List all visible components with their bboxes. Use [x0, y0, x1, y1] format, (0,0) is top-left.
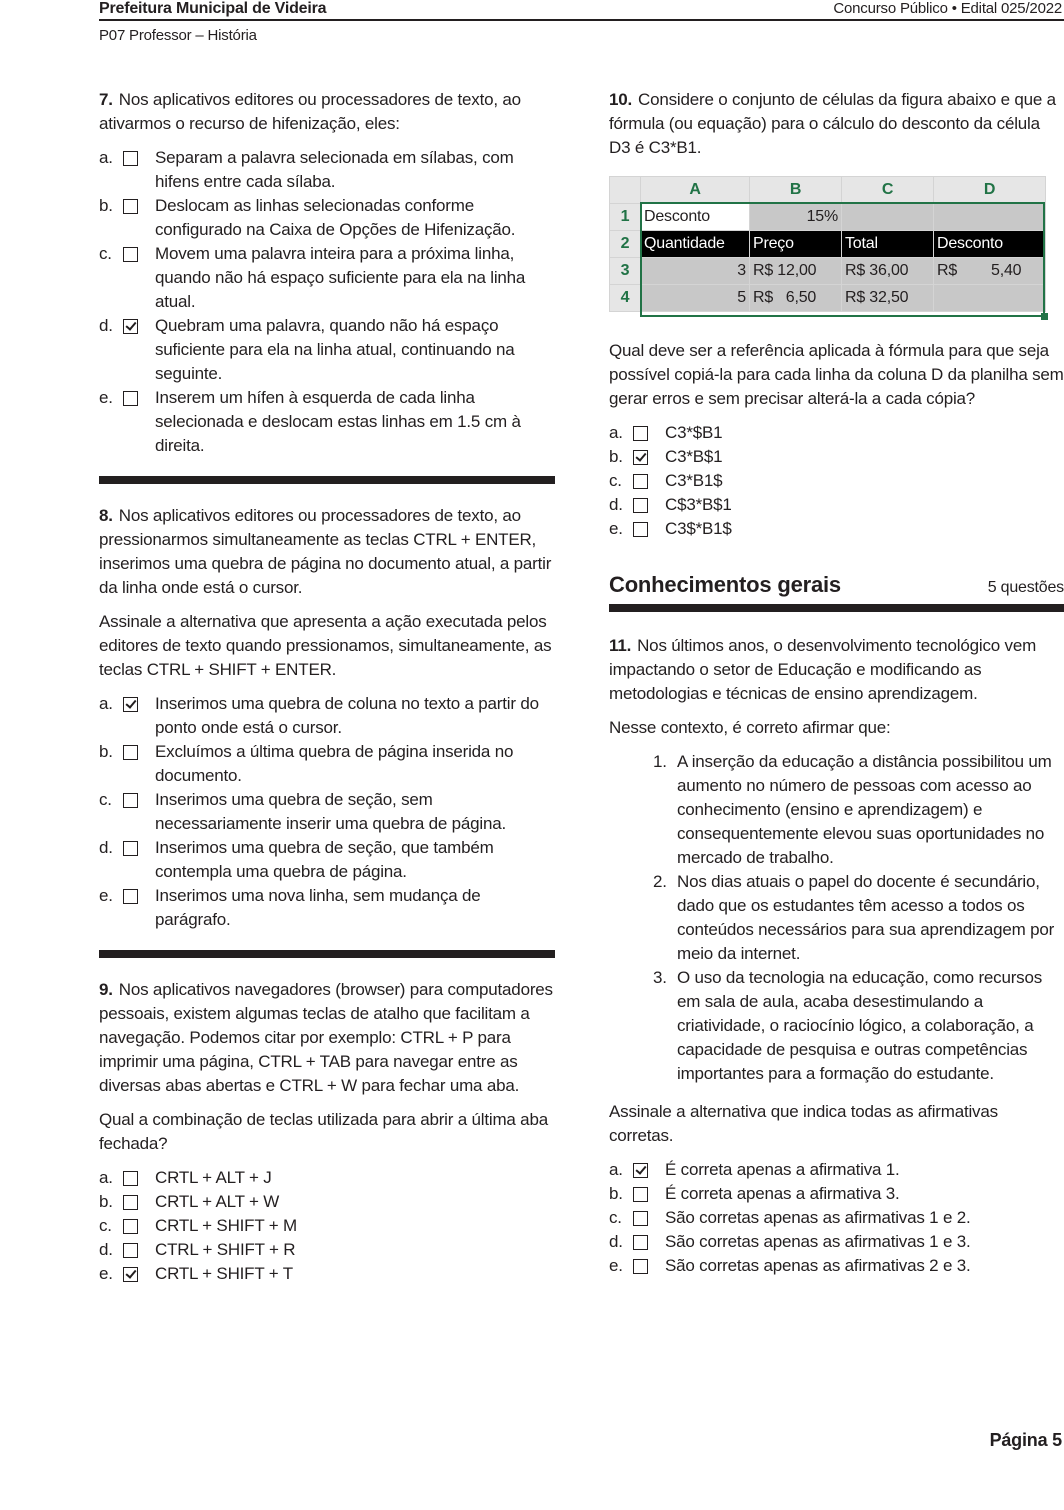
cell: R$ 5,40 [934, 258, 1046, 285]
checkbox-icon[interactable] [123, 247, 138, 262]
question-number: 10. [609, 90, 633, 109]
cell [842, 204, 934, 231]
divider [99, 476, 555, 484]
checkbox-icon[interactable] [123, 793, 138, 808]
question-text [609, 1100, 1064, 1148]
page-number: Página 5 [989, 1430, 1062, 1450]
cell: 15% [750, 204, 842, 231]
option-text: C3*B1$ [665, 471, 723, 490]
option-letter: a. [99, 148, 113, 167]
option-letter: e. [609, 1256, 623, 1275]
option-letter: e. [99, 388, 113, 407]
cell: Desconto [934, 231, 1046, 258]
header-subtitle: P07 Professor – História [99, 27, 257, 44]
question-7 [99, 88, 555, 458]
option-letter: d. [99, 838, 113, 857]
question-9 [99, 978, 555, 1286]
option-letter: d. [99, 1240, 113, 1259]
cell: Desconto [641, 204, 750, 231]
question-text-content: Considere o conjunto de células da figura abaixo e que a fórmula (ou equação) para o cálculo do desconto da célula D3 é C3*B1. [609, 90, 1056, 157]
statement-text: Nos dias atuais o papel do docente é secundário, dado que os estudantes têm acesso a todos os conteúdos necessários para sua aprendizagem por meio da internet. [677, 872, 1055, 963]
option-text: Inserimos uma quebra de coluna no texto a partir do ponto onde está o cursor. [155, 694, 539, 737]
answer-option[interactable] [99, 194, 555, 242]
option-letter: e. [99, 886, 113, 905]
divider [609, 604, 1064, 612]
question-10-body [609, 339, 1064, 541]
question-text-content: Nos últimos anos, o desenvolvimento tecnológico vem impactando o setor de Educação e modificando as metodologias e técnicas de ensino aprendizagem. [609, 636, 1037, 703]
checkbox-icon[interactable] [123, 151, 138, 166]
option-letter: b. [99, 742, 113, 761]
checked-checkbox-icon[interactable] [123, 1267, 138, 1282]
answer-option[interactable] [609, 1206, 1064, 1230]
answer-option[interactable] [99, 242, 555, 314]
checkbox-icon[interactable] [123, 1195, 138, 1210]
cell: 3 [641, 258, 750, 285]
statement-list [653, 750, 1064, 1086]
question-text-content: Nos aplicativos navegadores (browser) para computadores pessoais, existem algumas teclas de atalho que facilitam a navegação. Podemos citar por exemplo: CTRL + P para imprimir uma página, CTRL + TAB para navegar entre as diversas abas abertas e CTRL + W para fechar uma aba. [99, 980, 553, 1095]
checkbox-icon[interactable] [123, 199, 138, 214]
checked-checkbox-icon[interactable] [633, 1163, 648, 1178]
question-text-content: Assinale a alternativa que indica todas as afirmativas corretas. [609, 1102, 998, 1145]
answer-option[interactable] [99, 386, 555, 458]
option-letter: d. [99, 316, 113, 335]
question-number: 8. [99, 506, 113, 525]
answer-option[interactable] [609, 1230, 1064, 1254]
row-header: 3 [610, 258, 641, 285]
question-text [99, 1108, 555, 1156]
checkbox-icon[interactable] [123, 889, 138, 904]
question-text [99, 978, 555, 1098]
statement-item [653, 966, 1064, 1086]
option-text: CRTL + ALT + J [155, 1168, 272, 1187]
statement-number: 3. [653, 968, 667, 987]
question-text [99, 610, 555, 682]
question-text-content: Nesse contexto, é correto afirmar que: [609, 718, 891, 737]
answer-option[interactable] [99, 788, 555, 836]
answer-option[interactable] [609, 1158, 1064, 1182]
statement-number: 1. [653, 752, 667, 771]
option-text: Inserem um hífen à esquerda de cada linha selecionada e deslocam estas linhas em 1.5 cm à direita. [155, 388, 521, 455]
option-letter: a. [609, 1160, 623, 1179]
answer-option[interactable] [609, 421, 1064, 445]
option-text: CRTL + SHIFT + M [155, 1216, 297, 1235]
section-title: Conhecimentos gerais [609, 572, 841, 597]
option-text: CTRL + SHIFT + R [155, 1240, 296, 1259]
question-text-content: Qual a combinação de teclas utilizada para abrir a última aba fechada? [99, 1110, 548, 1153]
option-letter: a. [99, 1168, 113, 1187]
checkbox-icon[interactable] [123, 745, 138, 760]
checkbox-icon[interactable] [123, 1219, 138, 1234]
question-text-content: Nos aplicativos editores ou processadores de texto, ao pressionarmos simultaneamente as teclas CTRL + ENTER, inserimos uma quebra de página no documento atual, a partir da linha onde está o cursor. [99, 506, 552, 597]
question-text [609, 634, 1064, 706]
cell: 5 [641, 285, 750, 312]
option-text: São corretas apenas as afirmativas 1 e 2. [665, 1208, 971, 1227]
row-header: 4 [610, 285, 641, 312]
option-letter: c. [99, 790, 112, 809]
question-number: 7. [99, 90, 113, 109]
option-letter: d. [609, 1232, 623, 1251]
question-text [609, 88, 1064, 160]
spreadsheet-figure [609, 176, 1049, 321]
section-count: 5 questões [987, 579, 1064, 596]
option-text: Excluímos a última quebra de página inserida no documento. [155, 742, 514, 785]
answer-option[interactable] [99, 146, 555, 194]
option-letter: d. [609, 495, 623, 514]
cell: R$ 32,50 [842, 285, 934, 312]
answer-option[interactable] [99, 1238, 555, 1262]
col-header: A [641, 177, 750, 204]
checkbox-icon[interactable] [123, 841, 138, 856]
answer-option[interactable] [609, 1182, 1064, 1206]
col-header: D [934, 177, 1046, 204]
checkbox-icon[interactable] [633, 426, 648, 441]
answer-option[interactable] [609, 517, 1064, 541]
option-letter: c. [609, 1208, 622, 1227]
option-text: Movem uma palavra inteira para a próxima linha, quando não há espaço suficiente para ela na linha atual. [155, 244, 526, 311]
cell: Preço [750, 231, 842, 258]
statement-item [653, 870, 1064, 966]
question-number: 9. [99, 980, 113, 999]
option-letter: a. [99, 694, 113, 713]
checkbox-icon[interactable] [633, 1211, 648, 1226]
option-text: C3$*B1$ [665, 519, 732, 538]
cell: Total [842, 231, 934, 258]
checked-checkbox-icon[interactable] [123, 319, 138, 334]
checked-checkbox-icon[interactable] [123, 697, 138, 712]
checkbox-icon[interactable] [633, 1187, 648, 1202]
question-8 [99, 504, 555, 932]
cell: R$ 6,50 [750, 285, 842, 312]
question-11-body [609, 1100, 1064, 1278]
checked-checkbox-icon[interactable] [633, 450, 648, 465]
statement-text: A inserção da educação a distância possibilitou um aumento no número de pessoas com acesso ao conhecimento (ensino e aprendizagem) e consequentemente elevou suas oportunidades no mercado de trabalho. [677, 752, 1052, 867]
answer-option[interactable] [99, 836, 555, 884]
option-text: São corretas apenas as afirmativas 2 e 3. [665, 1256, 971, 1275]
answer-option[interactable] [99, 1262, 555, 1286]
option-text: C3*$B1 [665, 423, 723, 442]
row-header: 1 [610, 204, 641, 231]
answer-option[interactable] [609, 1254, 1064, 1278]
answer-option[interactable] [609, 445, 1064, 469]
answer-option[interactable] [99, 1214, 555, 1238]
question-11 [609, 634, 1064, 750]
question-text [99, 88, 555, 136]
section-header [609, 571, 1064, 600]
option-letter: c. [99, 1216, 112, 1235]
divider [99, 950, 555, 958]
checkbox-icon[interactable] [123, 391, 138, 406]
option-letter: b. [609, 447, 623, 466]
checkbox-icon[interactable] [633, 1235, 648, 1250]
checkbox-icon[interactable] [123, 1243, 138, 1258]
corner-cell [610, 177, 641, 204]
checkbox-icon[interactable] [633, 474, 648, 489]
header-org: Prefeitura Municipal de Videira [99, 0, 327, 17]
answer-option[interactable] [609, 469, 1064, 493]
question-text-content: Assinale a alternativa que apresenta a ação executada pelos editores de texto quando pressionamos, simultaneamente, as teclas CTRL + SHIFT + ENTER. [99, 612, 552, 679]
option-text: CRTL + ALT + W [155, 1192, 280, 1211]
question-text [99, 504, 555, 600]
option-text: Separam a palavra selecionada em sílabas, com hifens entre cada sílaba. [155, 148, 514, 191]
option-letter: b. [99, 1192, 113, 1211]
answer-option[interactable] [99, 314, 555, 386]
option-text: C3*B$1 [665, 447, 723, 466]
option-letter: c. [609, 471, 622, 490]
checkbox-icon[interactable] [633, 1259, 648, 1274]
question-text [609, 716, 1064, 740]
col-header: B [750, 177, 842, 204]
option-text: É correta apenas a afirmativa 3. [665, 1184, 900, 1203]
right-column [609, 88, 1064, 1278]
cell: R$ 36,00 [842, 258, 934, 285]
header-edital: Concurso Público • Edital 025/2022 [833, 0, 1062, 17]
statement-item [653, 750, 1064, 870]
cell [934, 204, 1046, 231]
col-header: C [842, 177, 934, 204]
option-text: CRTL + SHIFT + T [155, 1264, 293, 1283]
option-text: Deslocam as linhas selecionadas conforme configurado na Caixa de Opções de Hifenização. [155, 196, 516, 239]
option-letter: a. [609, 423, 623, 442]
answer-option[interactable] [99, 1166, 555, 1190]
statement-number: 2. [653, 872, 667, 891]
row-header: 2 [610, 231, 641, 258]
cell [934, 285, 1046, 312]
question-text [609, 339, 1064, 411]
left-column [99, 88, 555, 1286]
option-text: Inserimos uma nova linha, sem mudança de parágrafo. [155, 886, 481, 929]
option-letter: e. [609, 519, 623, 538]
answer-option[interactable] [99, 1190, 555, 1214]
question-text-content: Nos aplicativos editores ou processadores de texto, ao ativarmos o recurso de hifenização, eles: [99, 90, 521, 133]
cell: Quantidade [641, 231, 750, 258]
statement-text: O uso da tecnologia na educação, como recursos em sala de aula, acaba desestimulando a criatividade, o raciocínio lógico, a colaboração, a capacidade de pesquisa e outras competências importantes para a formação do estudante. [677, 968, 1043, 1083]
option-text: C$3*B$1 [665, 495, 732, 514]
answer-option[interactable] [99, 740, 555, 788]
checkbox-icon[interactable] [633, 498, 648, 513]
option-text: É correta apenas a afirmativa 1. [665, 1160, 900, 1179]
question-number: 11. [609, 636, 632, 655]
answer-option[interactable] [609, 493, 1064, 517]
option-letter: b. [99, 196, 113, 215]
answer-option[interactable] [99, 692, 555, 740]
option-letter: e. [99, 1264, 113, 1283]
question-10 [609, 88, 1064, 170]
question-text-content: Qual deve ser a referência aplicada à fórmula para que seja possível copiá-la para cada linha da coluna D da planilha sem gerar erros e sem precisar alterá-la a cada cópia? [609, 341, 1064, 408]
option-text: São corretas apenas as afirmativas 1 e 3. [665, 1232, 971, 1251]
cell: R$ 12,00 [750, 258, 842, 285]
checkbox-icon[interactable] [633, 522, 648, 537]
option-text: Inserimos uma quebra de seção, que também contempla uma quebra de página. [155, 838, 494, 881]
option-letter: b. [609, 1184, 623, 1203]
option-text: Quebram uma palavra, quando não há espaço suficiente para ela na linha atual, continuando na seguinte. [155, 316, 515, 383]
checkbox-icon[interactable] [123, 1171, 138, 1186]
option-letter: c. [99, 244, 112, 263]
answer-option[interactable] [99, 884, 555, 932]
option-text: Inserimos uma quebra de seção, sem necessariamente inserir uma quebra de página. [155, 790, 507, 833]
header-divider [99, 19, 1064, 21]
